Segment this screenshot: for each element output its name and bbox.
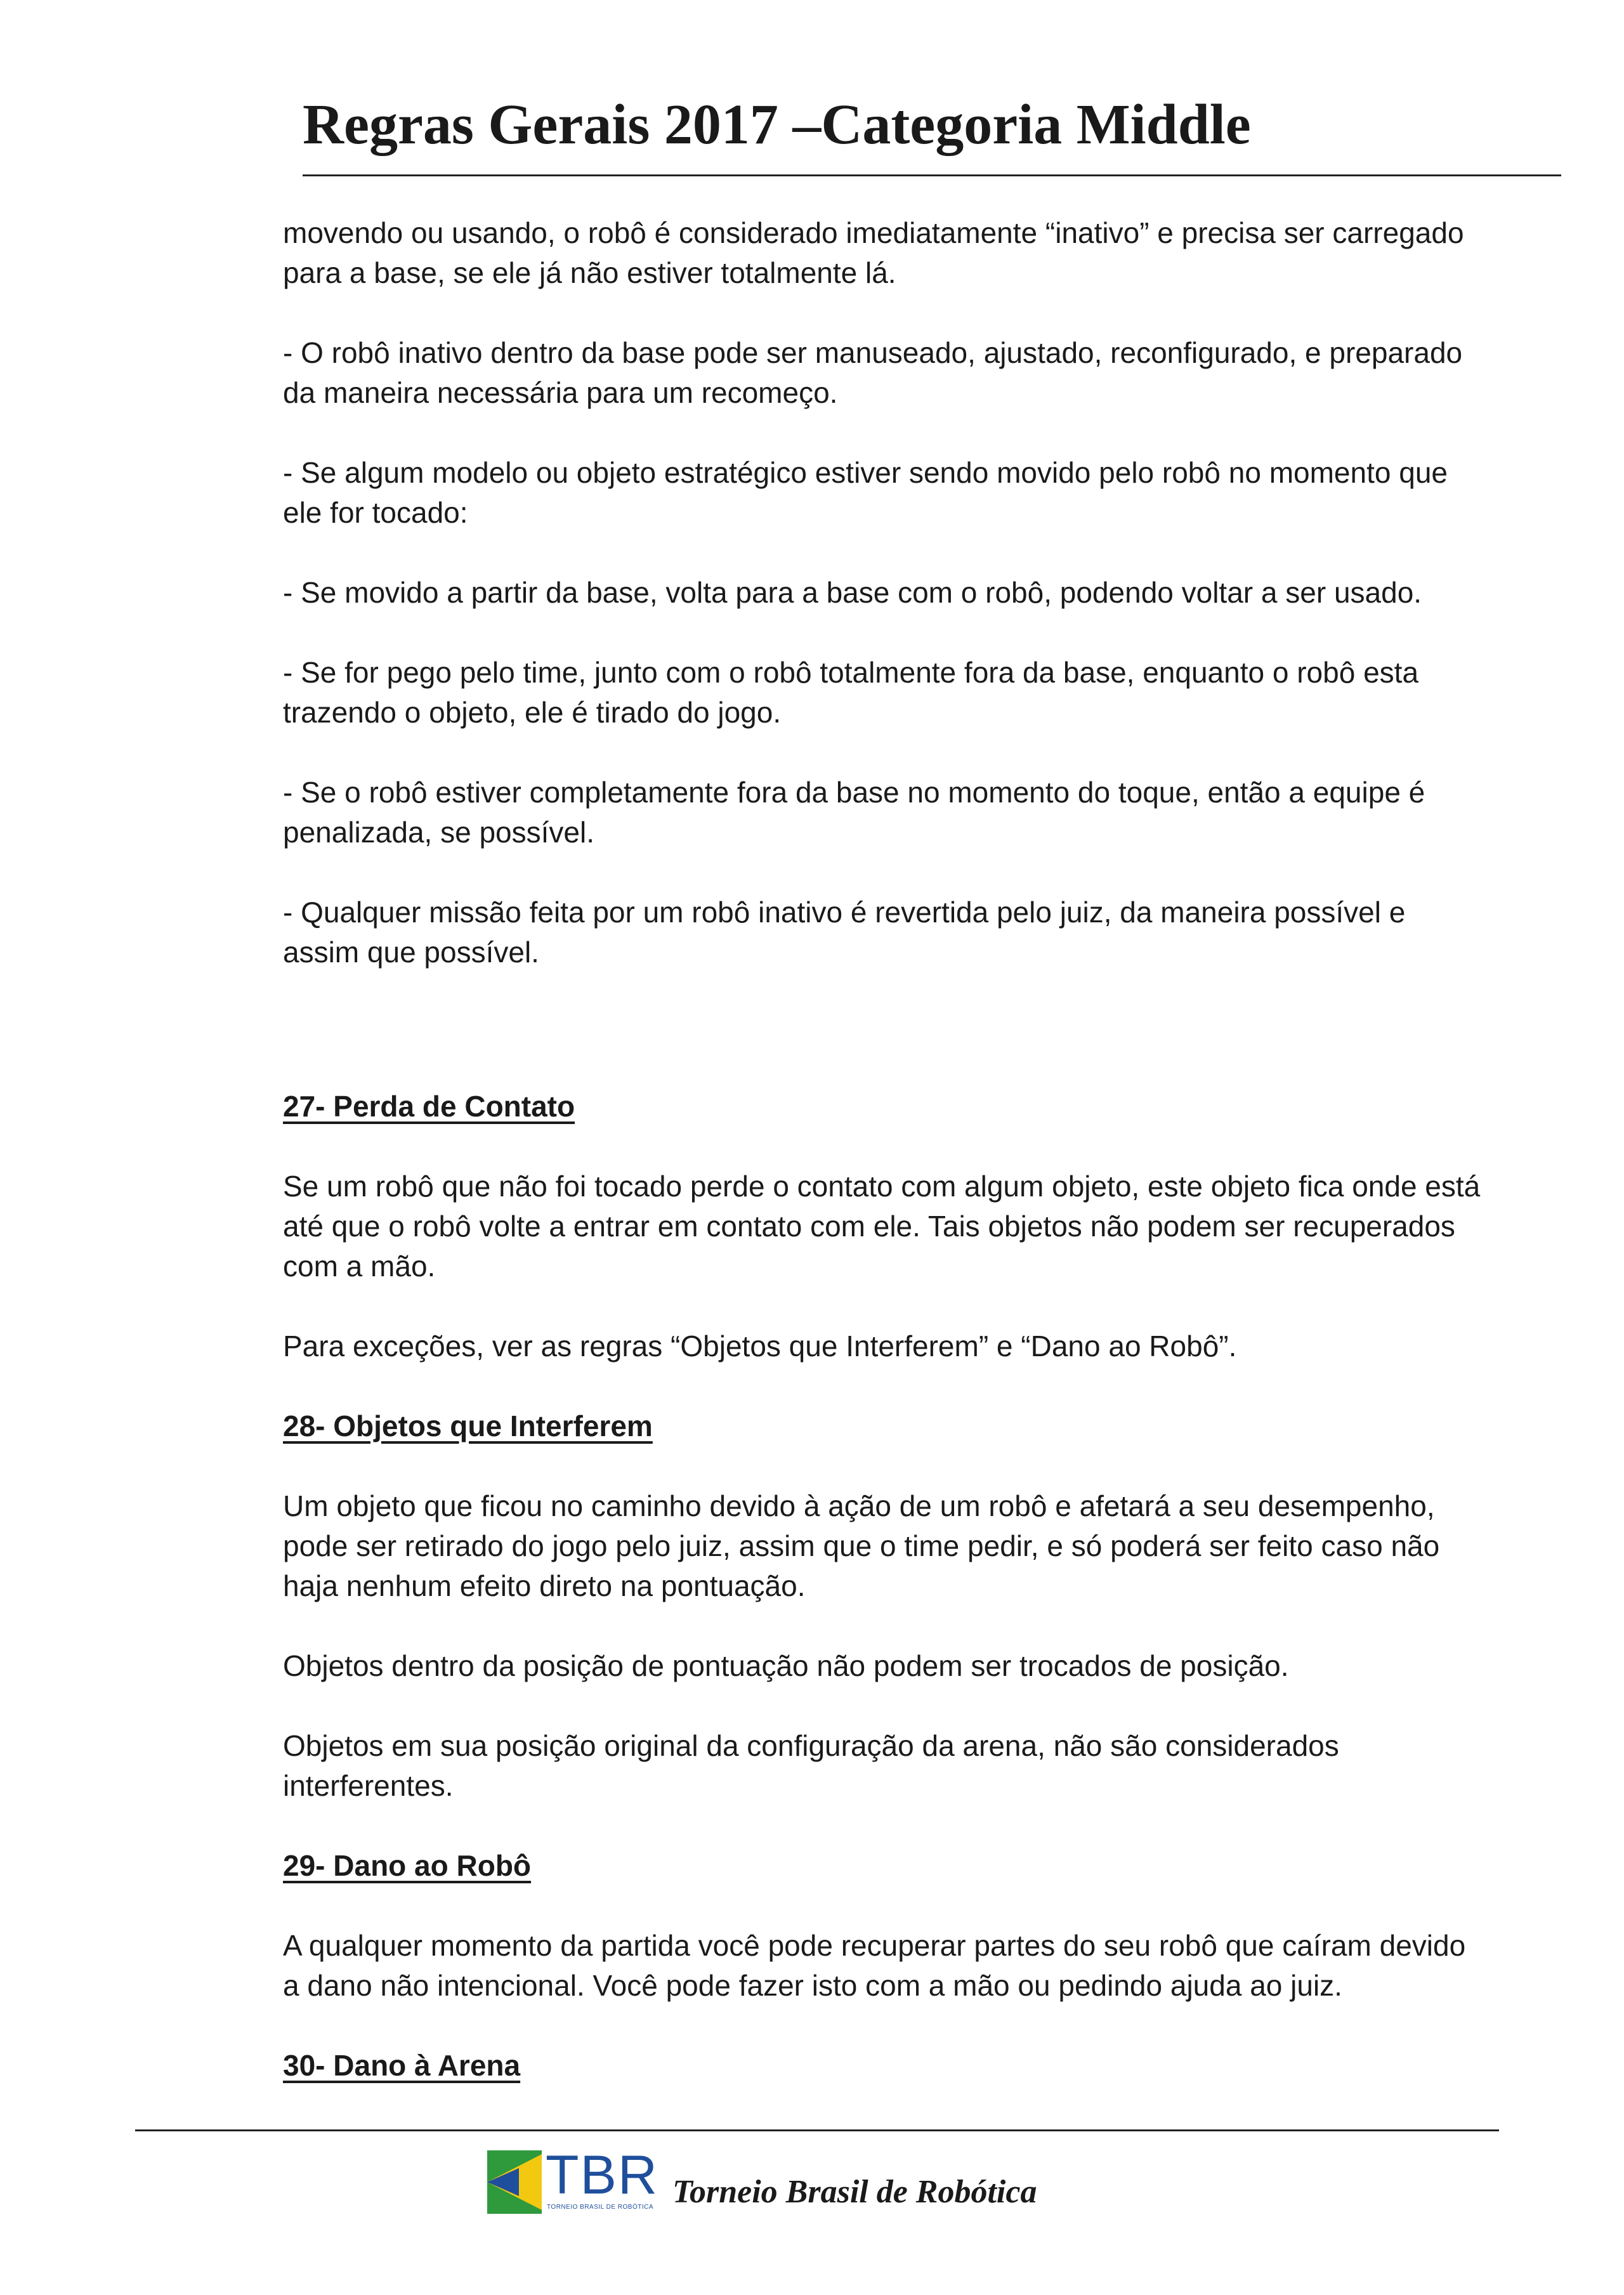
- document-body: [283, 213, 1488, 2126]
- section-28-paragraph: Objetos em sua posição original da configuração da arena, não são considerados interferentes.: [283, 1729, 1339, 1802]
- page-header-title: Regras Gerais 2017 –Categoria Middle: [303, 93, 1251, 156]
- footer-organization-name: Torneio Brasil de Robótica: [672, 2174, 1037, 2210]
- section-28-paragraph: Um objeto que ficou no caminho devido à ação de um robô e afetará a seu desempenho, pode ser retirado do jogo pelo juiz, assim que o time pedir, e só poderá ser feito caso não haja nenhum efeito direto na pontuação.: [283, 1489, 1440, 1602]
- footer-divider: [135, 2129, 1499, 2131]
- section-29-paragraph: A qualquer momento da partida você pode recuperar partes do seu robô que caíram devido a dano não intencional. Você pode fazer isto com a mão ou pedindo ajuda ao juiz.: [283, 1929, 1466, 2002]
- section-heading-29: 29- Dano ao Robô: [283, 1849, 532, 1882]
- section-heading-28: 28- Objetos que Interferem: [283, 1409, 653, 1442]
- section-27-paragraph: Se um robô que não foi tocado perde o contato com algum objeto, este objeto fica onde está até que o robô volte a entrar em contato com ele. Tais objetos não podem ser recuperados com a mão.: [283, 1170, 1481, 1283]
- section-28-paragraph: Objetos dentro da posição de pontuação não podem ser trocados de posição.: [283, 1649, 1289, 1682]
- page-footer: [487, 2144, 1037, 2214]
- header-divider: [303, 174, 1561, 176]
- section-heading-30: 30- Dano à Arena: [283, 2049, 521, 2082]
- tbr-logo-letters: TBR: [546, 2145, 658, 2206]
- paragraph-inactive-robot: movendo ou usando, o robô é considerado imediatamente “inativo” e precisa ser carregado para a base, se ele já não estiver totalmente lá.: [283, 216, 1464, 289]
- paragraph-mission-reverted: - Qualquer missão feita por um robô inativo é revertida pelo juiz, da maneira possível e assim que possível.: [283, 896, 1406, 969]
- tbr-logo-subtitle: TORNEIO BRASIL DE ROBÓTICA: [547, 2204, 654, 2211]
- paragraph-picked-by-team: - Se for pego pelo time, junto com o robô totalmente fora da base, enquanto o robô esta trazendo o objeto, ele é tirado do jogo.: [283, 656, 1419, 729]
- tbr-logo-mark-icon: [487, 2150, 542, 2214]
- paragraph-inactive-robot-adjust: - O robô inativo dentro da base pode ser manuseado, ajustado, reconfigurado, e preparado da maneira necessária para um recomeço.: [283, 336, 1463, 409]
- tbr-logo: [487, 2145, 658, 2214]
- section-heading-27: 27- Perda de Contato: [283, 1090, 575, 1123]
- paragraph-penalized: - Se o robô estiver completamente fora da base no momento do toque, então a equipe é penalizada, se possível.: [283, 776, 1425, 849]
- paragraph-strategic-object: - Se algum modelo ou objeto estratégico estiver sendo movido pelo robô no momento que ele for tocado:: [283, 456, 1448, 529]
- section-27-paragraph: Para exceções, ver as regras “Objetos que Interferem” e “Dano ao Robô”.: [283, 1330, 1237, 1363]
- paragraph-moved-from-base: - Se movido a partir da base, volta para a base com o robô, podendo voltar a ser usado.: [283, 576, 1422, 609]
